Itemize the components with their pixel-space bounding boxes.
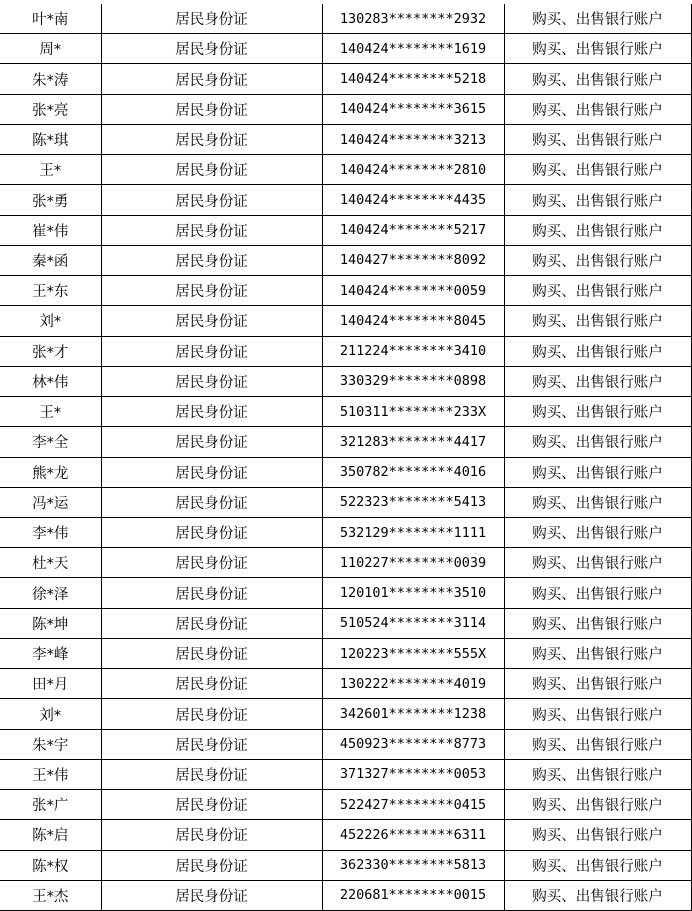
- id-type-cell: 居民身份证: [101, 790, 322, 820]
- id-type-cell: 居民身份证: [101, 669, 322, 699]
- id-type-cell: 居民身份证: [101, 517, 322, 547]
- table-row: [0, 487, 691, 517]
- person-name-cell: 陈*琪: [0, 124, 101, 154]
- table-row: [0, 759, 691, 789]
- reason-cell: 购买、出售银行账户: [504, 487, 691, 517]
- person-name-cell: 张*勇: [0, 185, 101, 215]
- id-number-cell: 140424********2810: [322, 155, 504, 185]
- person-name-cell: 王*杰: [0, 880, 101, 910]
- table-row: [0, 699, 691, 729]
- id-type-cell: 居民身份证: [101, 64, 322, 94]
- table-row: [0, 578, 691, 608]
- id-type-cell: 居民身份证: [101, 245, 322, 275]
- id-type-cell: 居民身份证: [101, 850, 322, 880]
- id-number-cell: 522323********5413: [322, 487, 504, 517]
- id-number-cell: 120223********555X: [322, 638, 504, 668]
- id-type-cell: 居民身份证: [101, 155, 322, 185]
- id-type-cell: 居民身份证: [101, 548, 322, 578]
- table-row: [0, 155, 691, 185]
- id-type-cell: 居民身份证: [101, 124, 322, 154]
- id-number-cell: 532129********1111: [322, 517, 504, 547]
- table-row: [0, 366, 691, 396]
- id-type-cell: 居民身份证: [101, 578, 322, 608]
- table-row: [0, 94, 691, 124]
- person-name-cell: 王*东: [0, 276, 101, 306]
- reason-cell: 购买、出售银行账户: [504, 427, 691, 457]
- id-number-cell: 140424********5218: [322, 64, 504, 94]
- reason-cell: 购买、出售银行账户: [504, 155, 691, 185]
- person-name-cell: 田*月: [0, 669, 101, 699]
- id-type-cell: 居民身份证: [101, 366, 322, 396]
- id-number-cell: 140424********5217: [322, 215, 504, 245]
- id-type-cell: 居民身份证: [101, 880, 322, 910]
- id-type-cell: 居民身份证: [101, 306, 322, 336]
- id-type-cell: 居民身份证: [101, 185, 322, 215]
- id-type-cell: 居民身份证: [101, 94, 322, 124]
- table-row: [0, 336, 691, 366]
- id-number-cell: 120101********3510: [322, 578, 504, 608]
- reason-cell: 购买、出售银行账户: [504, 245, 691, 275]
- id-type-cell: 居民身份证: [101, 427, 322, 457]
- id-type-cell: 居民身份证: [101, 699, 322, 729]
- id-type-cell: 居民身份证: [101, 608, 322, 638]
- table-row: [0, 850, 691, 880]
- table-row: [0, 638, 691, 668]
- id-number-cell: 140424********8045: [322, 306, 504, 336]
- id-number-cell: 330329********0898: [322, 366, 504, 396]
- table-row: [0, 608, 691, 638]
- person-name-cell: 叶*南: [0, 4, 101, 34]
- person-name-cell: 陈*权: [0, 850, 101, 880]
- person-name-cell: 朱*涛: [0, 64, 101, 94]
- reason-cell: 购买、出售银行账户: [504, 94, 691, 124]
- reason-cell: 购买、出售银行账户: [504, 336, 691, 366]
- reason-cell: 购买、出售银行账户: [504, 578, 691, 608]
- person-name-cell: 刘*: [0, 306, 101, 336]
- person-name-cell: 王*伟: [0, 759, 101, 789]
- id-type-cell: 居民身份证: [101, 820, 322, 850]
- id-number-cell: 140424********3615: [322, 94, 504, 124]
- reason-cell: 购买、出售银行账户: [504, 34, 691, 64]
- id-number-cell: 510524********3114: [322, 608, 504, 638]
- person-name-cell: 李*伟: [0, 517, 101, 547]
- table-row: [0, 34, 691, 64]
- person-name-cell: 冯*运: [0, 487, 101, 517]
- table-row: [0, 185, 691, 215]
- reason-cell: 购买、出售银行账户: [504, 820, 691, 850]
- id-number-cell: 452226********6311: [322, 820, 504, 850]
- reason-cell: 购买、出售银行账户: [504, 185, 691, 215]
- table-row: [0, 124, 691, 154]
- table-row: [0, 548, 691, 578]
- id-number-cell: 140424********0059: [322, 276, 504, 306]
- reason-cell: 购买、出售银行账户: [504, 729, 691, 759]
- person-name-cell: 崔*伟: [0, 215, 101, 245]
- table-row: [0, 820, 691, 850]
- id-type-cell: 居民身份证: [101, 336, 322, 366]
- table-row: [0, 880, 691, 910]
- person-name-cell: 朱*宇: [0, 729, 101, 759]
- records-table-container: [0, 4, 691, 911]
- records-table: [0, 4, 692, 911]
- reason-cell: 购买、出售银行账户: [504, 669, 691, 699]
- person-name-cell: 王*: [0, 397, 101, 427]
- id-number-cell: 211224********3410: [322, 336, 504, 366]
- table-row: [0, 457, 691, 487]
- id-type-cell: 居民身份证: [101, 729, 322, 759]
- id-type-cell: 居民身份证: [101, 759, 322, 789]
- table-row: [0, 276, 691, 306]
- reason-cell: 购买、出售银行账户: [504, 366, 691, 396]
- table-row: [0, 64, 691, 94]
- id-type-cell: 居民身份证: [101, 397, 322, 427]
- person-name-cell: 张*广: [0, 790, 101, 820]
- reason-cell: 购买、出售银行账户: [504, 638, 691, 668]
- table-row: [0, 790, 691, 820]
- person-name-cell: 李*全: [0, 427, 101, 457]
- table-row: [0, 427, 691, 457]
- reason-cell: 购买、出售银行账户: [504, 517, 691, 547]
- person-name-cell: 秦*函: [0, 245, 101, 275]
- reason-cell: 购买、出售银行账户: [504, 64, 691, 94]
- person-name-cell: 张*才: [0, 336, 101, 366]
- person-name-cell: 陈*启: [0, 820, 101, 850]
- person-name-cell: 周*: [0, 34, 101, 64]
- person-name-cell: 林*伟: [0, 366, 101, 396]
- id-type-cell: 居民身份证: [101, 34, 322, 64]
- person-name-cell: 刘*: [0, 699, 101, 729]
- reason-cell: 购买、出售银行账户: [504, 759, 691, 789]
- reason-cell: 购买、出售银行账户: [504, 457, 691, 487]
- id-number-cell: 321283********4417: [322, 427, 504, 457]
- reason-cell: 购买、出售银行账户: [504, 699, 691, 729]
- person-name-cell: 熊*龙: [0, 457, 101, 487]
- id-type-cell: 居民身份证: [101, 638, 322, 668]
- table-row: [0, 215, 691, 245]
- reason-cell: 购买、出售银行账户: [504, 608, 691, 638]
- reason-cell: 购买、出售银行账户: [504, 850, 691, 880]
- id-number-cell: 342601********1238: [322, 699, 504, 729]
- id-number-cell: 130222********4019: [322, 669, 504, 699]
- table-row: [0, 306, 691, 336]
- person-name-cell: 王*: [0, 155, 101, 185]
- person-name-cell: 杜*天: [0, 548, 101, 578]
- reason-cell: 购买、出售银行账户: [504, 548, 691, 578]
- reason-cell: 购买、出售银行账户: [504, 306, 691, 336]
- table-row: [0, 397, 691, 427]
- id-number-cell: 522427********0415: [322, 790, 504, 820]
- table-row: [0, 517, 691, 547]
- id-number-cell: 140424********4435: [322, 185, 504, 215]
- id-number-cell: 220681********0015: [322, 880, 504, 910]
- reason-cell: 购买、出售银行账户: [504, 215, 691, 245]
- id-number-cell: 450923********8773: [322, 729, 504, 759]
- id-type-cell: 居民身份证: [101, 215, 322, 245]
- reason-cell: 购买、出售银行账户: [504, 880, 691, 910]
- records-table-body: [0, 4, 691, 911]
- id-number-cell: 110227********0039: [322, 548, 504, 578]
- id-number-cell: 371327********0053: [322, 759, 504, 789]
- id-number-cell: 140424********1619: [322, 34, 504, 64]
- reason-cell: 购买、出售银行账户: [504, 397, 691, 427]
- id-type-cell: 居民身份证: [101, 487, 322, 517]
- person-name-cell: 张*亮: [0, 94, 101, 124]
- person-name-cell: 徐*泽: [0, 578, 101, 608]
- reason-cell: 购买、出售银行账户: [504, 4, 691, 34]
- id-type-cell: 居民身份证: [101, 276, 322, 306]
- table-row: [0, 729, 691, 759]
- id-number-cell: 350782********4016: [322, 457, 504, 487]
- id-type-cell: 居民身份证: [101, 457, 322, 487]
- id-number-cell: 140427********8092: [322, 245, 504, 275]
- reason-cell: 购买、出售银行账户: [504, 790, 691, 820]
- person-name-cell: 陈*坤: [0, 608, 101, 638]
- id-number-cell: 130283********2932: [322, 4, 504, 34]
- id-number-cell: 362330********5813: [322, 850, 504, 880]
- table-row: [0, 669, 691, 699]
- reason-cell: 购买、出售银行账户: [504, 276, 691, 306]
- table-row: [0, 245, 691, 275]
- reason-cell: 购买、出售银行账户: [504, 124, 691, 154]
- table-row: [0, 4, 691, 34]
- person-name-cell: 李*峰: [0, 638, 101, 668]
- id-type-cell: 居民身份证: [101, 4, 322, 34]
- id-number-cell: 140424********3213: [322, 124, 504, 154]
- id-number-cell: 510311********233X: [322, 397, 504, 427]
